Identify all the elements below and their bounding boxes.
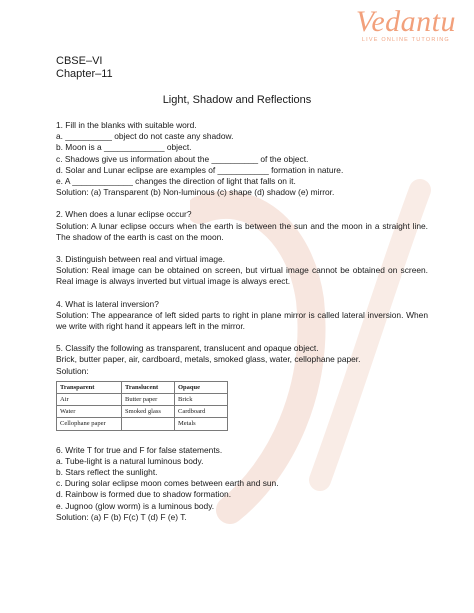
table-row xyxy=(57,418,228,430)
statement-item: a. Tube-light is a natural luminous body. xyxy=(56,455,204,466)
question-text: 5. Classify the following as transparent, translucent and opaque object. xyxy=(56,343,319,354)
solution-text: Solution: The appearance of left sided parts to right in plane mirror is called lateral inversion. When we write with right hand it appears left in the mirror. xyxy=(56,309,428,332)
table-header: Translucent xyxy=(122,381,175,393)
table-cell: Cardboard xyxy=(175,406,228,418)
question-text: 2. When does a lunar eclipse occur? xyxy=(56,209,192,220)
table-cell: Brick xyxy=(175,394,228,406)
solution-text: Solution: (a) Transparent (b) Non-luminous (c) shape (d) shadow (e) mirror. xyxy=(56,187,335,198)
blank-item: b. Moon is a _____________ object. xyxy=(56,142,192,153)
question-2 xyxy=(56,209,428,243)
materials-list: Brick, butter paper, air, cardboard, metals, smoked glass, water, cellophane paper. xyxy=(56,354,361,365)
table-cell: Water xyxy=(57,406,122,418)
blank-item: c. Shadows give us information about the __________ of the object. xyxy=(56,153,309,164)
table-row xyxy=(57,394,228,406)
table-cell: Cellophane paper xyxy=(57,418,122,430)
blank-item: a. __________ object do not caste any shadow. xyxy=(56,131,234,142)
statement-item: e. Jugnoo (glow worm) is a luminous body. xyxy=(56,500,215,511)
solution-label: Solution: xyxy=(56,365,89,376)
table-cell: Metals xyxy=(175,418,228,430)
table-cell xyxy=(122,418,175,430)
table-cell: Air xyxy=(57,394,122,406)
question-1 xyxy=(56,120,428,198)
question-text: 6. Write T for true and F for false statements. xyxy=(56,444,223,455)
solution-text: Solution: A lunar eclipse occurs when the earth is between the sun and the moon in a straight line. The shadow of the earth is cast on the moon. xyxy=(56,220,428,242)
table-cell: Butter paper xyxy=(122,394,175,406)
statement-item: c. During solar eclipse moon comes between earth and sun. xyxy=(56,478,279,489)
chapter-label: Chapter–11 xyxy=(56,68,113,80)
document-header xyxy=(56,55,113,81)
logo-tagline: LIVE ONLINE TUTORING xyxy=(361,37,450,43)
question-text: 1. Fill in the blanks with suitable word. xyxy=(56,120,197,130)
question-6 xyxy=(56,445,428,523)
question-5 xyxy=(56,343,428,430)
table-header: Opaque xyxy=(175,381,228,393)
question-text: 4. What is lateral inversion? xyxy=(56,298,159,309)
board-label: CBSE–VI xyxy=(56,55,103,67)
question-text: 3. Distinguish between real and virtual image. xyxy=(56,254,225,265)
blank-item: d. Solar and Lunar eclipse are examples of ___________ formation in nature. xyxy=(56,164,344,175)
classification-table xyxy=(56,381,228,431)
solution-text: Solution: Real image can be obtained on screen, but virtual image cannot be obtained on screen. Real image is always inverted but virtual image is always erect. xyxy=(56,265,428,287)
page-title: Light, Shadow and Reflections xyxy=(162,94,312,106)
question-4 xyxy=(56,299,428,333)
question-list xyxy=(56,120,428,534)
question-3 xyxy=(56,254,428,288)
statement-item: b. Stars reflect the sunlight. xyxy=(56,467,158,478)
solution-text: Solution: (a) F (b) F(c) T (d) F (e) T. xyxy=(56,511,187,522)
table-header: Transparent xyxy=(57,381,122,393)
logo-wordmark: Vedantu xyxy=(355,5,456,38)
blank-item: e. A _____________ changes the direction of light that falls on it. xyxy=(56,176,296,187)
table-cell: Smoked glass xyxy=(122,406,175,418)
table-row xyxy=(57,406,228,418)
vedantu-logo xyxy=(356,6,456,43)
table-header-row xyxy=(57,381,228,393)
statement-item: d. Rainbow is formed due to shadow formation. xyxy=(56,489,232,500)
